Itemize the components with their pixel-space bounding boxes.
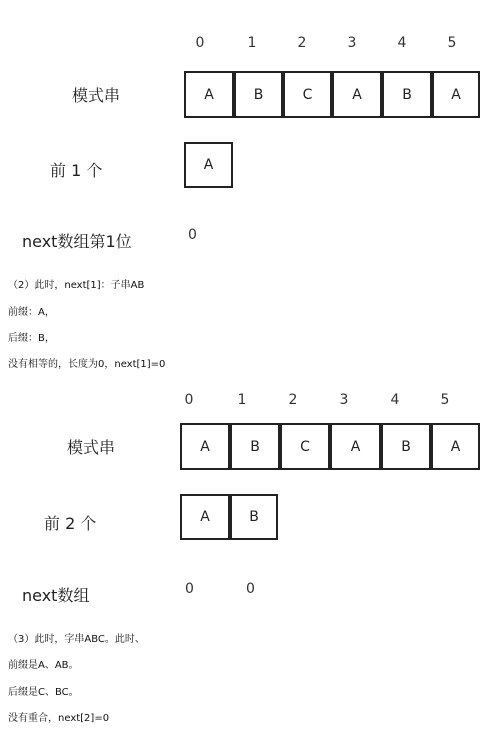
next-label: next数组 <box>22 586 90 605</box>
prefix-cell: A <box>180 494 230 540</box>
pattern-cell: B <box>230 423 280 470</box>
note-line: （3）此时，字串ABC。此时、 <box>8 634 145 645</box>
prefix-cell: A <box>184 142 233 188</box>
pattern-cell: B <box>234 71 283 118</box>
note-line: 后缀：B， <box>8 333 55 344</box>
index-label: 5 <box>447 35 457 51</box>
index-label: 1 <box>237 392 247 408</box>
index-label: 3 <box>347 35 357 51</box>
next-label: next数组第1位 <box>22 232 132 251</box>
pattern-cell: A <box>431 423 480 470</box>
pattern-cell: A <box>432 71 480 118</box>
next-value: 0 <box>185 581 194 597</box>
index-label: 4 <box>390 392 400 408</box>
note-line: 没有重合，next[2]=0 <box>8 713 110 724</box>
note-line: 后缀是C、BC。 <box>8 687 79 698</box>
index-label: 2 <box>297 35 307 51</box>
note-line: 前缀：A， <box>8 307 55 318</box>
note-line: 前缀是A、AB。 <box>8 660 79 671</box>
index-label: 1 <box>247 35 257 51</box>
pattern-cell: C <box>280 423 330 470</box>
note-line: 没有相等的，长度为0，next[1]=0 <box>8 359 166 370</box>
pattern-cell: A <box>180 423 230 470</box>
pattern-label: 模式串 <box>67 438 116 457</box>
index-label: 0 <box>184 392 194 408</box>
next-value: 0 <box>188 227 197 243</box>
pattern-cell: A <box>332 71 382 118</box>
index-label: 3 <box>339 392 349 408</box>
pattern-cell: B <box>381 423 431 470</box>
index-label: 5 <box>440 392 450 408</box>
prefix-label: 前 2 个 <box>44 514 97 533</box>
pattern-cell: B <box>382 71 432 118</box>
prefix-label: 前 1 个 <box>50 161 103 180</box>
index-label: 4 <box>397 35 407 51</box>
next-value: 0 <box>246 581 255 597</box>
index-label: 0 <box>195 35 205 51</box>
pattern-label: 模式串 <box>72 86 121 105</box>
pattern-cell: C <box>283 71 332 118</box>
pattern-cell: A <box>330 423 381 470</box>
index-label: 2 <box>288 392 298 408</box>
pattern-cell: A <box>184 71 234 118</box>
prefix-cell: B <box>230 494 278 540</box>
note-line: （2）此时，next[1]：子串AB <box>8 280 145 291</box>
